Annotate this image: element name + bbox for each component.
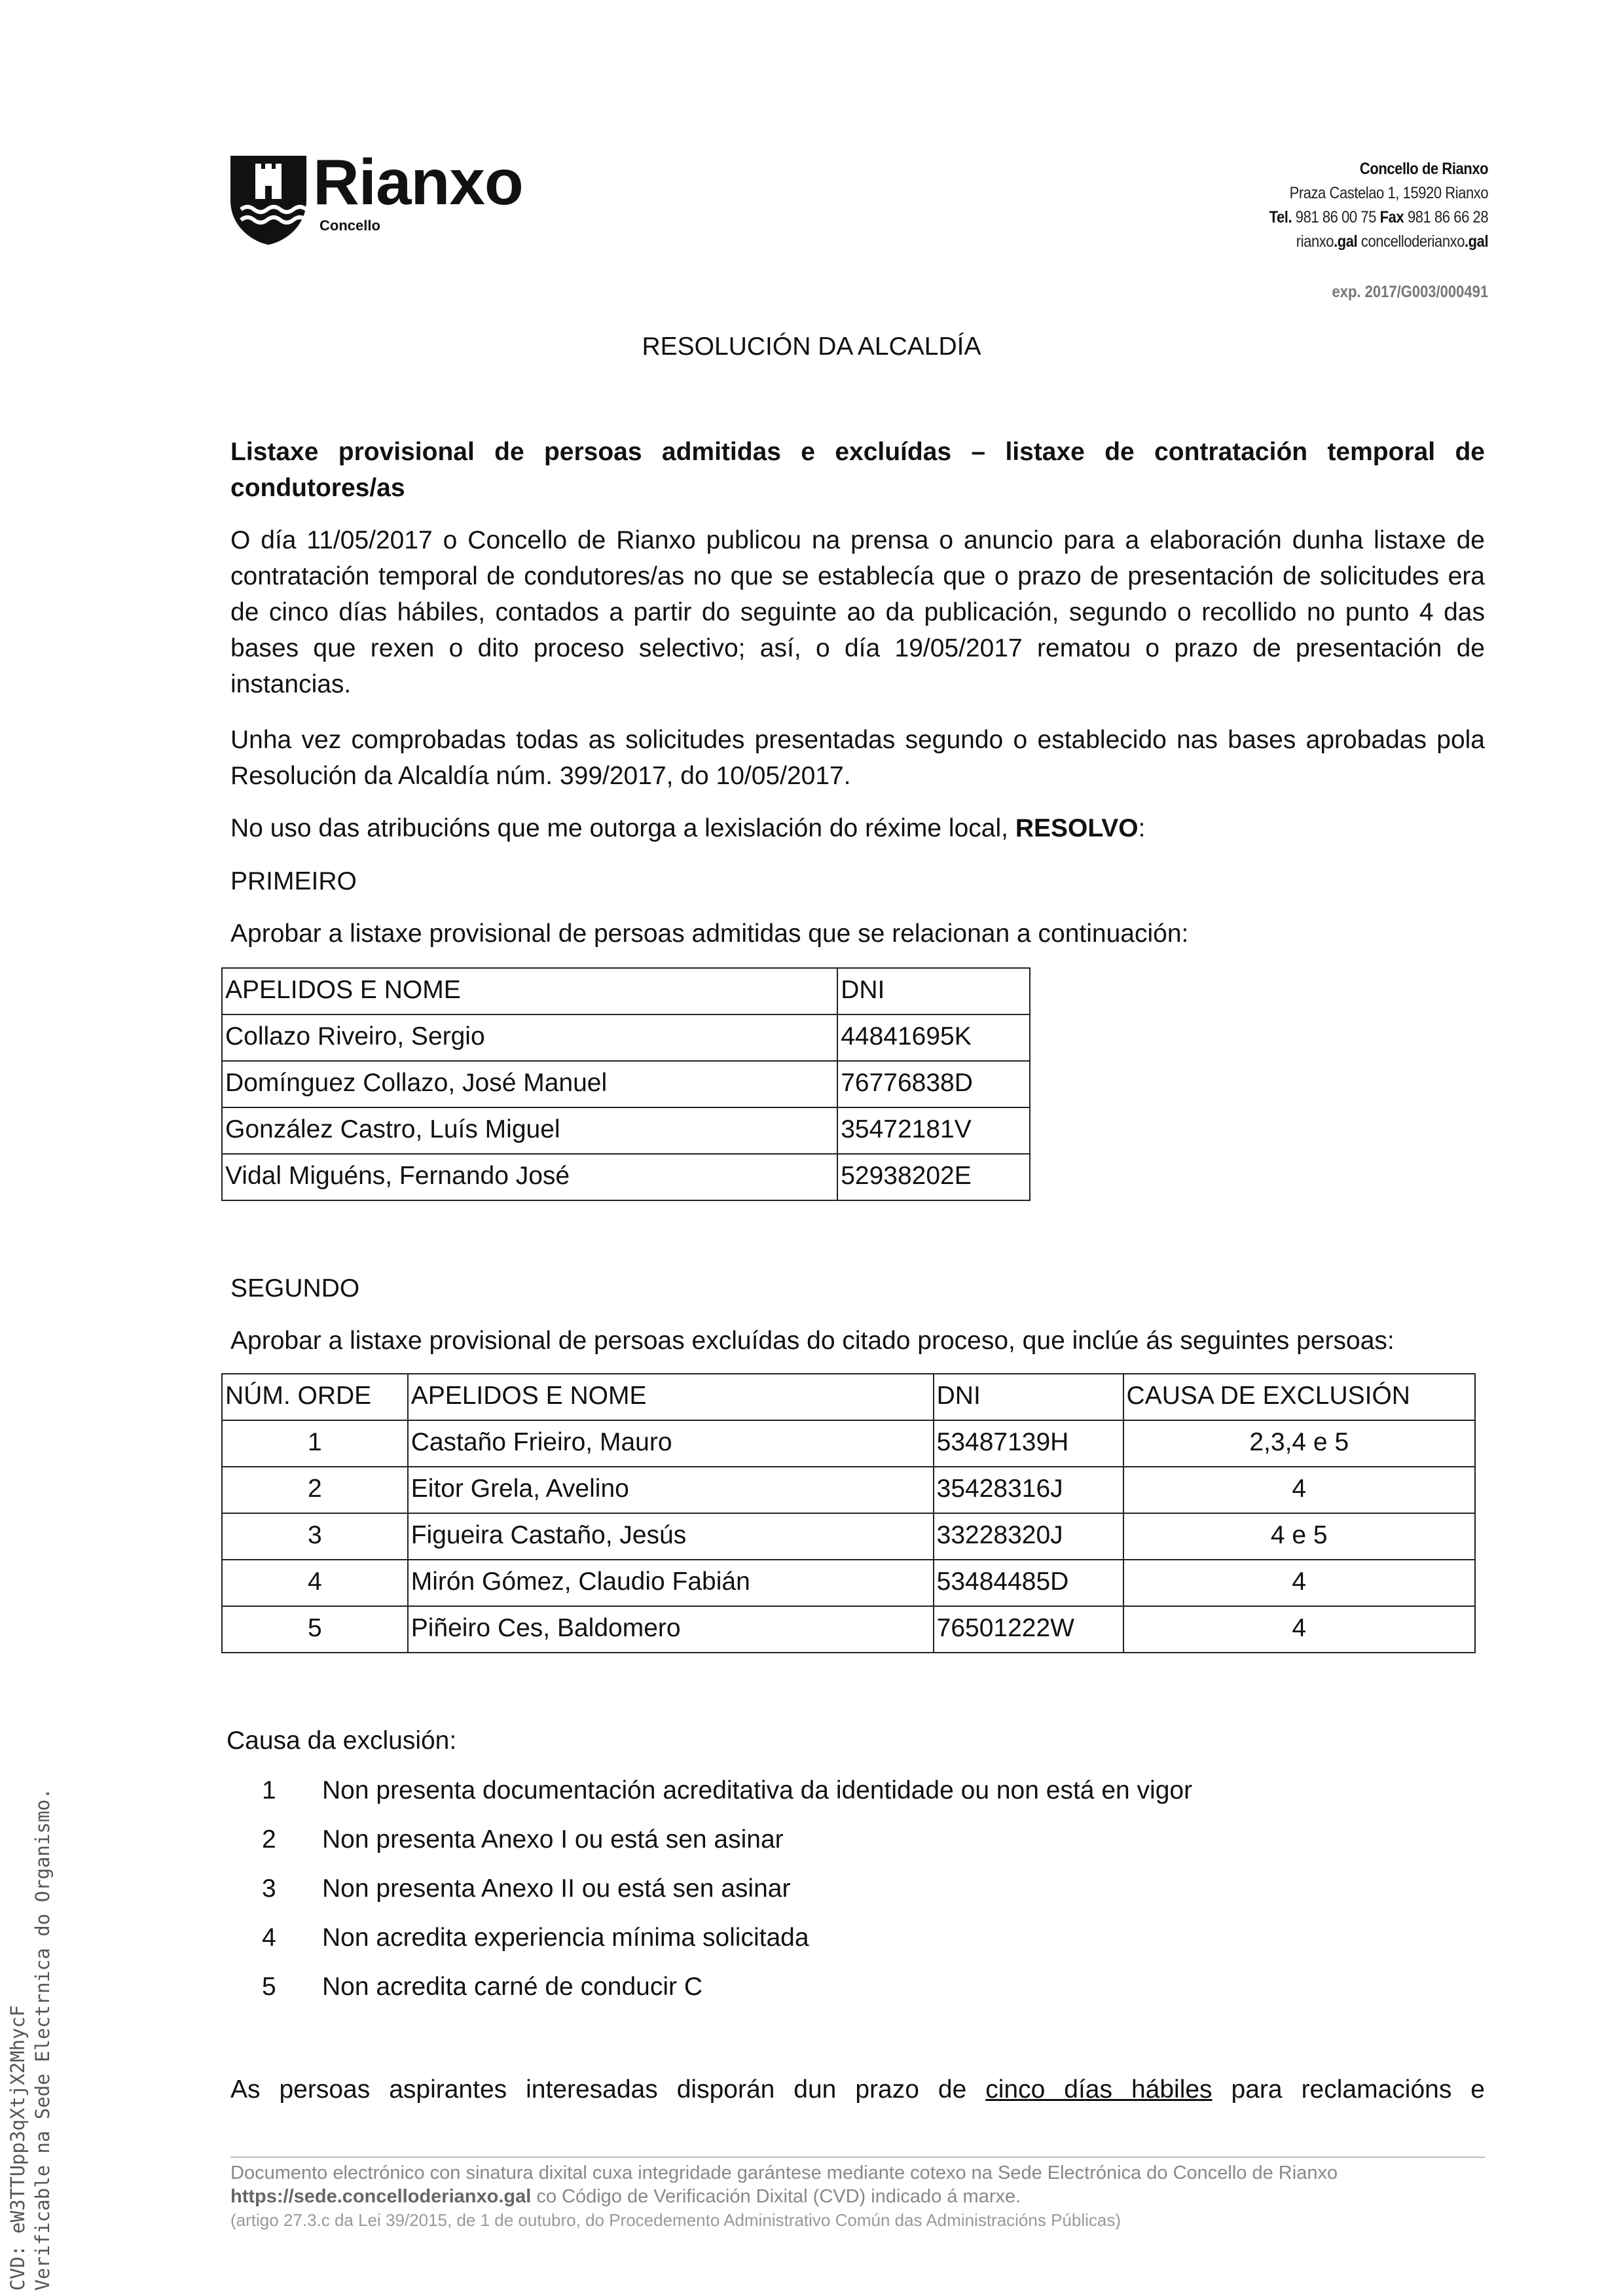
table-row: [222, 1107, 1030, 1154]
section-second-label: SEGUNDO: [230, 1274, 360, 1302]
document-subject: Listaxe provisional de persoas admitidas e excluídas – listaxe de contratación temporal de condutores/as: [230, 438, 1485, 502]
cause-item: 4 Non acredita experiencia mínima solicitada: [262, 1924, 809, 1952]
paragraph-admitted: Aprobar a listaxe provisional de persoas admitidas que se relacionan a continuación:: [230, 920, 1189, 948]
org-websites: rianxo.gal concelloderianxo.gal: [1296, 232, 1488, 251]
dni-cell: 53487139H: [934, 1420, 1123, 1467]
table-row: [222, 1420, 1475, 1467]
org-phones: Tel. 981 86 00 75 Fax 981 86 66 28: [1269, 208, 1488, 226]
table-header-row: [222, 1374, 1475, 1420]
document-title: RESOLUCIÓN DA ALCALDÍA: [642, 332, 981, 361]
name-cell: Domínguez Collazo, José Manuel: [222, 1061, 837, 1107]
name-cell: Collazo Riveiro, Sergio: [222, 1014, 837, 1061]
paragraph-claims: As persoas aspirantes interesadas disporán dun prazo de cinco días hábiles para reclamacións e: [230, 2075, 1485, 2104]
footer-line-1: Documento electrónico con sinatura dixital cuxa integridade garántese mediante cotexo na Sede Electrónica do Concello de Rianxo: [230, 2162, 1338, 2183]
cause-cell: 2,3,4 e 5: [1123, 1420, 1475, 1467]
dni-cell: 53484485D: [934, 1560, 1123, 1606]
footer-verification: [230, 2161, 1338, 2232]
cause-item: 5 Non acredita carné de conducir C: [262, 1973, 702, 2001]
paragraph-excluded: Aprobar a listaxe provisional de persoas excluídas do citado proceso, que inclúe ás seguintes persoas:: [230, 1327, 1395, 1355]
paragraph-resolve: No uso das atribucións que me outorga a lexislación do réxime local, RESOLVO:: [230, 814, 1146, 842]
cvd-verify-note: Verificable na Sede Electrnica do Organismo.: [31, 1787, 54, 2291]
section-first-label: PRIMEIRO: [230, 867, 357, 895]
causes-title: Causa da exclusión:: [227, 1727, 457, 1755]
name-cell: Vidal Miguéns, Fernando José: [222, 1154, 837, 1200]
dni-cell: 33228320J: [934, 1513, 1123, 1560]
shield-icon: [229, 154, 308, 246]
table-header-row: [222, 968, 1030, 1014]
cause-cell: 4: [1123, 1467, 1475, 1513]
logo-subtitle: Concello: [319, 217, 380, 234]
table-row: [222, 1513, 1475, 1560]
footer-line-2: https://sede.concelloderianxo.gal co Código de Verificación Dixital (CVD) indicado á marxe.: [230, 2186, 1021, 2207]
order-cell: 3: [222, 1513, 408, 1560]
paragraph-verification: Unha vez comprobadas todas as solicitudes presentadas segundo o establecido nas bases aprobadas pola Resolución da Alcaldía núm. 399/2017, do 10/05/2017.: [230, 726, 1485, 790]
header-cell: NÚM. ORDE: [222, 1374, 408, 1420]
cause-item: 1 Non presenta documentación acreditativa da identidade ou non está en vigor: [262, 1776, 1193, 1804]
header-cell: DNI: [837, 968, 1030, 1014]
table-row: [222, 1154, 1030, 1200]
table-row: [222, 1467, 1475, 1513]
paragraph-background: O día 11/05/2017 o Concello de Rianxo publicou na prensa o anuncio para a elaboración dunha listaxe de contratación temporal de condutores/as no que se establecía que o prazo de presentación de solicitudes era de cinco días hábiles, contados a partir do seguinte ao da publicación, segundo o recollido no punto 4 das bases que rexen o dito proceso selectivo; así, o día 19/05/2017 rematou o prazo de presentación de instancias.: [230, 526, 1485, 698]
name-cell: Figueira Castaño, Jesús: [408, 1513, 934, 1560]
order-cell: 1: [222, 1420, 408, 1467]
verification-link[interactable]: https://sede.concelloderianxo.gal: [230, 2186, 532, 2207]
name-cell: Eitor Grela, Avelino: [408, 1467, 934, 1513]
cause-cell: 4: [1123, 1606, 1475, 1653]
table-row: [222, 1606, 1475, 1653]
cause-cell: 4 e 5: [1123, 1513, 1475, 1560]
order-cell: 4: [222, 1560, 408, 1606]
name-cell: González Castro, Luís Miguel: [222, 1107, 837, 1154]
table-row: [222, 1560, 1475, 1606]
concello-logo: [229, 146, 570, 249]
header-cell: CAUSA DE EXCLUSIÓN: [1123, 1374, 1475, 1420]
cvd-code: CVD: eW3TTUpp3qXtjX2MhycF: [7, 2005, 29, 2291]
header-cell: DNI: [934, 1374, 1123, 1420]
cause-cell: 4: [1123, 1560, 1475, 1606]
dni-cell: 52938202E: [837, 1154, 1030, 1200]
expedient-number: exp. 2017/G003/000491: [1332, 283, 1488, 301]
dni-cell: 35472181V: [837, 1107, 1030, 1154]
org-name: Concello de Rianxo: [1359, 160, 1488, 178]
dni-cell: 35428316J: [934, 1467, 1123, 1513]
dni-cell: 76501222W: [934, 1606, 1123, 1653]
table-row: [222, 1014, 1030, 1061]
header-cell: APELIDOS E NOME: [408, 1374, 934, 1420]
name-cell: Piñeiro Ces, Baldomero: [408, 1606, 934, 1653]
org-address: Praza Castelao 1, 15920 Rianxo: [1289, 184, 1488, 202]
excluded-table: [221, 1373, 1476, 1653]
footer-divider: [230, 2157, 1485, 2158]
org-address-block: [1269, 157, 1488, 254]
dni-cell: 76776838D: [837, 1061, 1030, 1107]
logo-wordmark: Rianxo: [313, 146, 523, 218]
dni-cell: 44841695K: [837, 1014, 1030, 1061]
cause-item: 2 Non presenta Anexo I ou está sen asinar: [262, 1825, 784, 1854]
footer-line-3: (artigo 27.3.c da Lei 39/2015, de 1 de outubro, do Procedemento Administrativo Común das Administracións Públicas): [230, 2210, 1122, 2230]
cause-item: 3 Non presenta Anexo II ou está sen asinar: [262, 1874, 791, 1903]
order-cell: 5: [222, 1606, 408, 1653]
admitted-table: [221, 967, 1030, 1201]
table-row: [222, 1061, 1030, 1107]
order-cell: 2: [222, 1467, 408, 1513]
name-cell: Mirón Gómez, Claudio Fabián: [408, 1560, 934, 1606]
margin-cvd: [5, 1788, 55, 2291]
name-cell: Castaño Frieiro, Mauro: [408, 1420, 934, 1467]
deadline-underlined: cinco días hábiles: [985, 2075, 1213, 2104]
header-cell: APELIDOS E NOME: [222, 968, 837, 1014]
